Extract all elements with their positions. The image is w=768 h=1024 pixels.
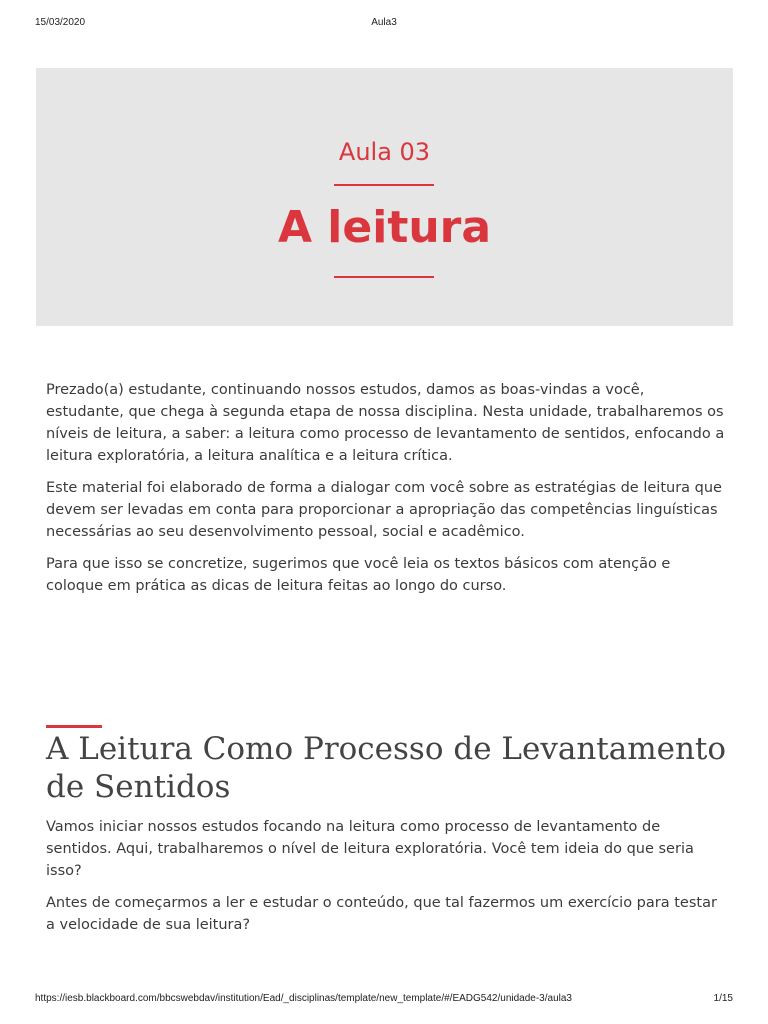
intro-paragraph: Prezado(a) estudante, continuando nossos estudos, damos as boas-vindas a você, estudante, que chega à segunda etapa de nossa disciplina. Nesta unidade, trabalharemos os níveis de leitura, a saber: a leitura como processo de levantamento de sentidos, enfocando a leitura exploratória, a leitura analítica e a leitura crítica. <box>46 382 725 464</box>
section-accent-bar <box>46 725 102 728</box>
section-paragraph: Antes de começarmos a ler e estudar o conteúdo, que tal fazermos um exercício para testar a velocidade de sua leitura? <box>46 895 717 933</box>
lesson-number: Aula 03 <box>338 138 431 166</box>
print-date: 15/03/2020 <box>35 17 86 28</box>
hero-divider-bottom <box>334 276 434 278</box>
hero-divider-top <box>334 184 434 186</box>
lesson-hero-banner <box>36 68 733 326</box>
intro-paragraph: Para que isso se concretize, sugerimos que você leia os textos básicos com atenção e coloque em prática as dicas de leitura feitas ao longo do curso. <box>46 556 671 594</box>
section-heading: A Leitura Como Processo de Levantamento de Sentidos <box>46 731 727 805</box>
print-header <box>0 17 768 31</box>
lesson-title: A leitura <box>277 202 492 253</box>
intro-text <box>46 379 726 597</box>
page-indicator: 1/15 <box>713 993 733 1004</box>
section-text <box>46 816 726 936</box>
print-page-title: Aula3 <box>371 17 397 28</box>
section-paragraph: Vamos iniciar nossos estudos focando na leitura como processo de levantamento de sentidos. Aqui, trabalharemos o nível de leitura exploratória. Você tem ideia do que seria isso? <box>46 819 694 879</box>
print-url[interactable]: https://iesb.blackboard.com/bbcswebdav/institution/Ead/_disciplinas/template/new_template/#/EADG542/unidade-3/aula3 <box>35 993 572 1004</box>
print-footer <box>0 993 768 1007</box>
intro-paragraph: Este material foi elaborado de forma a dialogar com você sobre as estratégias de leitura que devem ser levadas em conta para proporcionar a apropriação das competências linguísticas necessárias ao seu desenvolvimento pessoal, social e acadêmico. <box>46 480 722 540</box>
